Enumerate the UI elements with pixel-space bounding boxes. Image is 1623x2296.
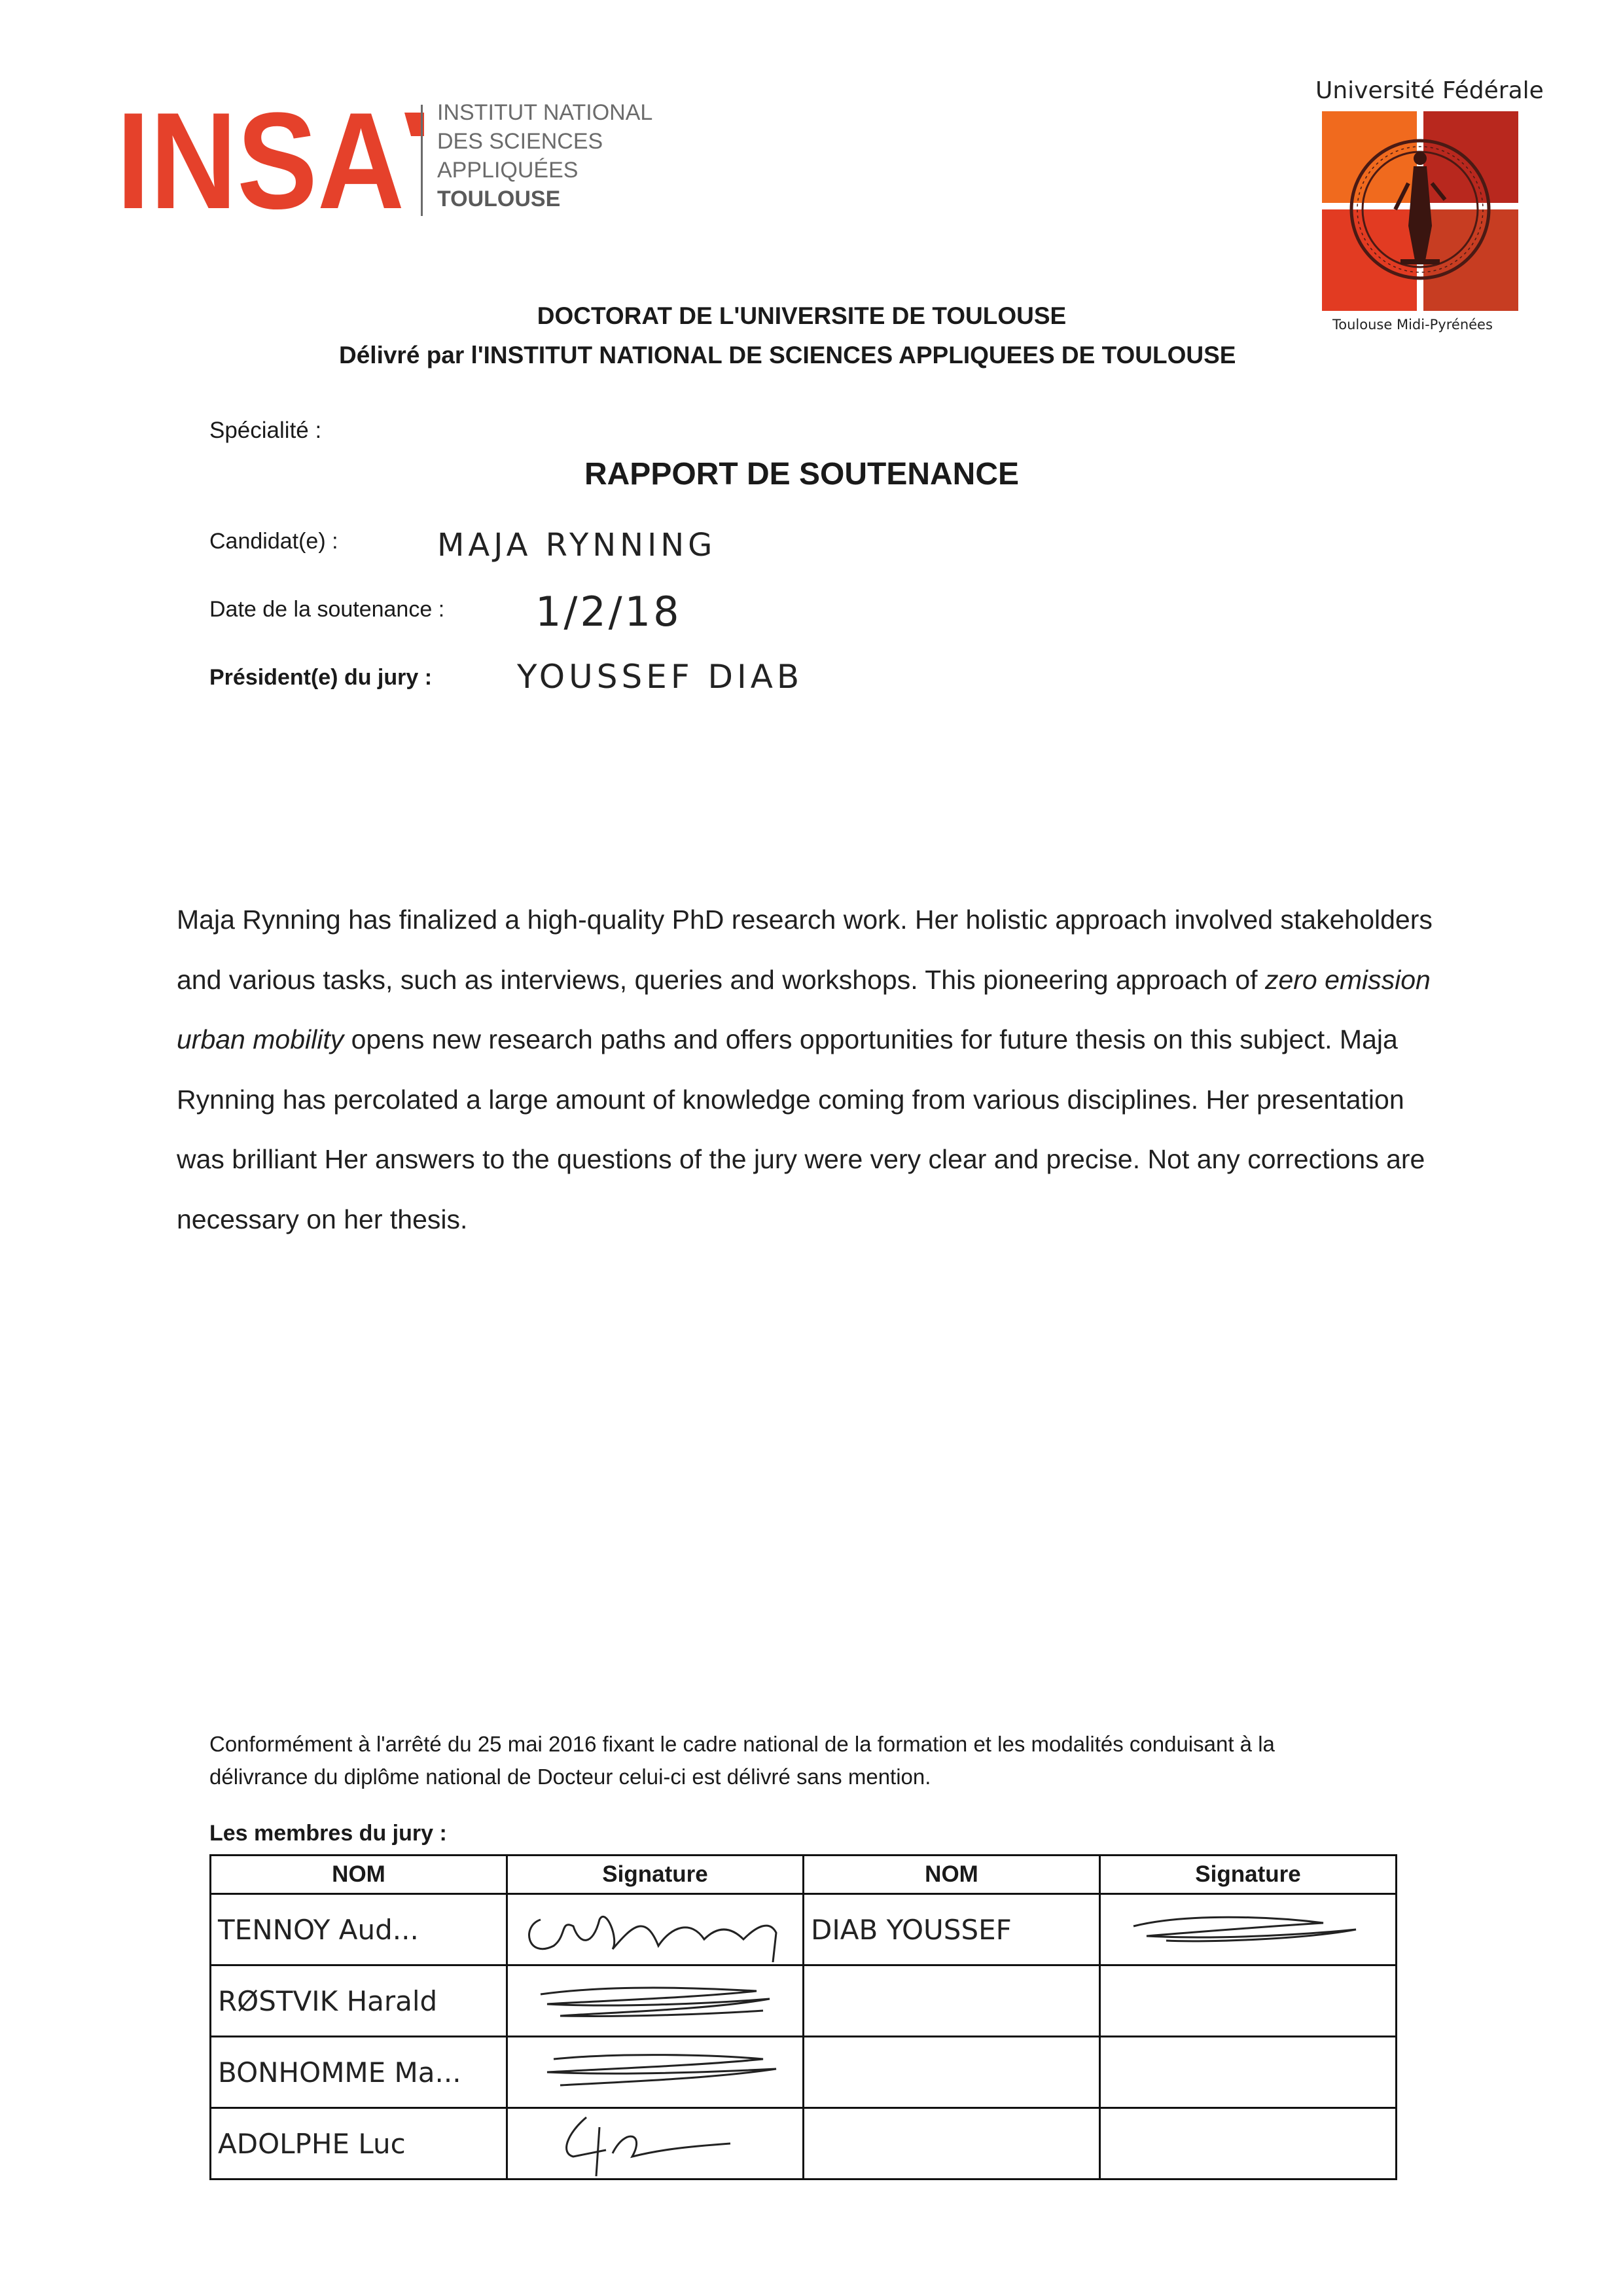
uft-name: Université Fédérale [1315, 77, 1544, 104]
jury-row [211, 2037, 1397, 2108]
jury-table [209, 1854, 1397, 2180]
jury-nom: RØSTVIK Harald [218, 1984, 438, 2017]
jury-header-row [211, 1856, 1397, 1894]
insa-line-3: APPLIQUÉES [437, 158, 579, 183]
insa-line-4: TOULOUSE [437, 187, 561, 211]
jury-nom-cell [804, 1965, 1100, 2037]
report-body-part1: Maja Rynning has finalized a high-quality PhD research work. Her holistic approach involved stakeholders and various tasks, such as interviews, queries and workshops. This pioneering approach of [177, 905, 1433, 995]
jury-signature-cell [1100, 2108, 1397, 2179]
jury-nom-cell [211, 1894, 507, 1965]
insa-logo-text: INSA [116, 98, 404, 213]
jury-nom: BONHOMME Ma... [218, 2056, 461, 2089]
jury-title: Les membres du jury : [209, 1821, 447, 1846]
jury-header-nom-1: NOM [211, 1856, 507, 1894]
date-label: Date de la soutenance : [209, 597, 445, 622]
jury-signature-cell [1100, 1894, 1397, 1965]
date-value: 1/2/18 [535, 588, 682, 636]
jury-signature-cell [1100, 2037, 1397, 2108]
uft-seal-logo [1322, 111, 1518, 311]
jury-nom-cell [211, 2037, 507, 2108]
insa-divider [421, 105, 423, 216]
report-title: RAPPORT DE SOUTENANCE [584, 457, 1020, 492]
jury-signature-cell [507, 1965, 804, 2037]
conformement-text: Conformément à l'arrêté du 25 mai 2016 fixant le cadre national de la formation et les modalités conduisant à la délivrance du diplôme national de Docteur celui-ci est délivré sans mention. [209, 1732, 1275, 1789]
jury-signature-cell [507, 2108, 804, 2179]
president-label: Président(e) du jury : [209, 665, 433, 690]
handwritten-signature [514, 2114, 789, 2176]
jury-nom: TENNOY Aud... [218, 1913, 419, 1946]
jury-nom-cell [211, 2108, 507, 2179]
jury-signature-cell [1100, 1965, 1397, 2037]
insa-logo [116, 98, 424, 213]
insa-line-1: INSTITUT NATIONAL [437, 100, 653, 125]
specialite-label: Spécialité : [209, 418, 322, 443]
uft-subtitle: Toulouse Midi-Pyrénées [1332, 317, 1493, 332]
jury-header-signature-1: Signature [507, 1856, 804, 1894]
president-value: YOUSSEF DIAB [517, 658, 804, 696]
jury-header-nom-2: NOM [804, 1856, 1100, 1894]
handwritten-signature [1107, 1900, 1382, 1962]
jury-row [211, 1894, 1397, 1965]
handwritten-signature [514, 2043, 789, 2105]
handwritten-signature [514, 1900, 789, 1962]
jury-signature-cell [507, 1894, 804, 1965]
insa-line-2: DES SCIENCES [437, 129, 603, 154]
report-body [177, 890, 1433, 1249]
insa-institute-name [437, 98, 652, 213]
jury-nom-cell [804, 2037, 1100, 2108]
jury-nom-cell [804, 2108, 1100, 2179]
jury-nom: DIAB YOUSSEF [811, 1913, 1012, 1946]
jury-row [211, 1965, 1397, 2037]
jury-signature-cell [507, 2037, 804, 2108]
candidat-value: MAJA RYNNING [437, 527, 717, 564]
report-body-italic: zero emission urban mobility [177, 964, 1431, 1054]
jury-nom-cell [211, 1965, 507, 2037]
report-body-part2: opens new research paths and offers opportunities for future thesis on this subject. Maja Rynning has percolated a large amount of knowledge coming from various disciplines. Her presentation was brilliant Her answers to the questions of the jury were very clear and precise. Not any corrections are necessary on her thesis. [177, 1024, 1425, 1234]
jury-nom-cell [804, 1894, 1100, 1965]
jury-nom: ADOLPHE Luc [218, 2127, 406, 2160]
jury-header-signature-2: Signature [1100, 1856, 1397, 1894]
delivre-heading: Délivré par l'INSTITUT NATIONAL DE SCIENCES APPLIQUEES DE TOULOUSE [339, 342, 1236, 368]
jury-row [211, 2108, 1397, 2179]
candidat-label: Candidat(e) : [209, 529, 338, 554]
handwritten-signature [514, 1971, 789, 2034]
doctorat-heading: DOCTORAT DE L'UNIVERSITE DE TOULOUSE [537, 302, 1067, 329]
